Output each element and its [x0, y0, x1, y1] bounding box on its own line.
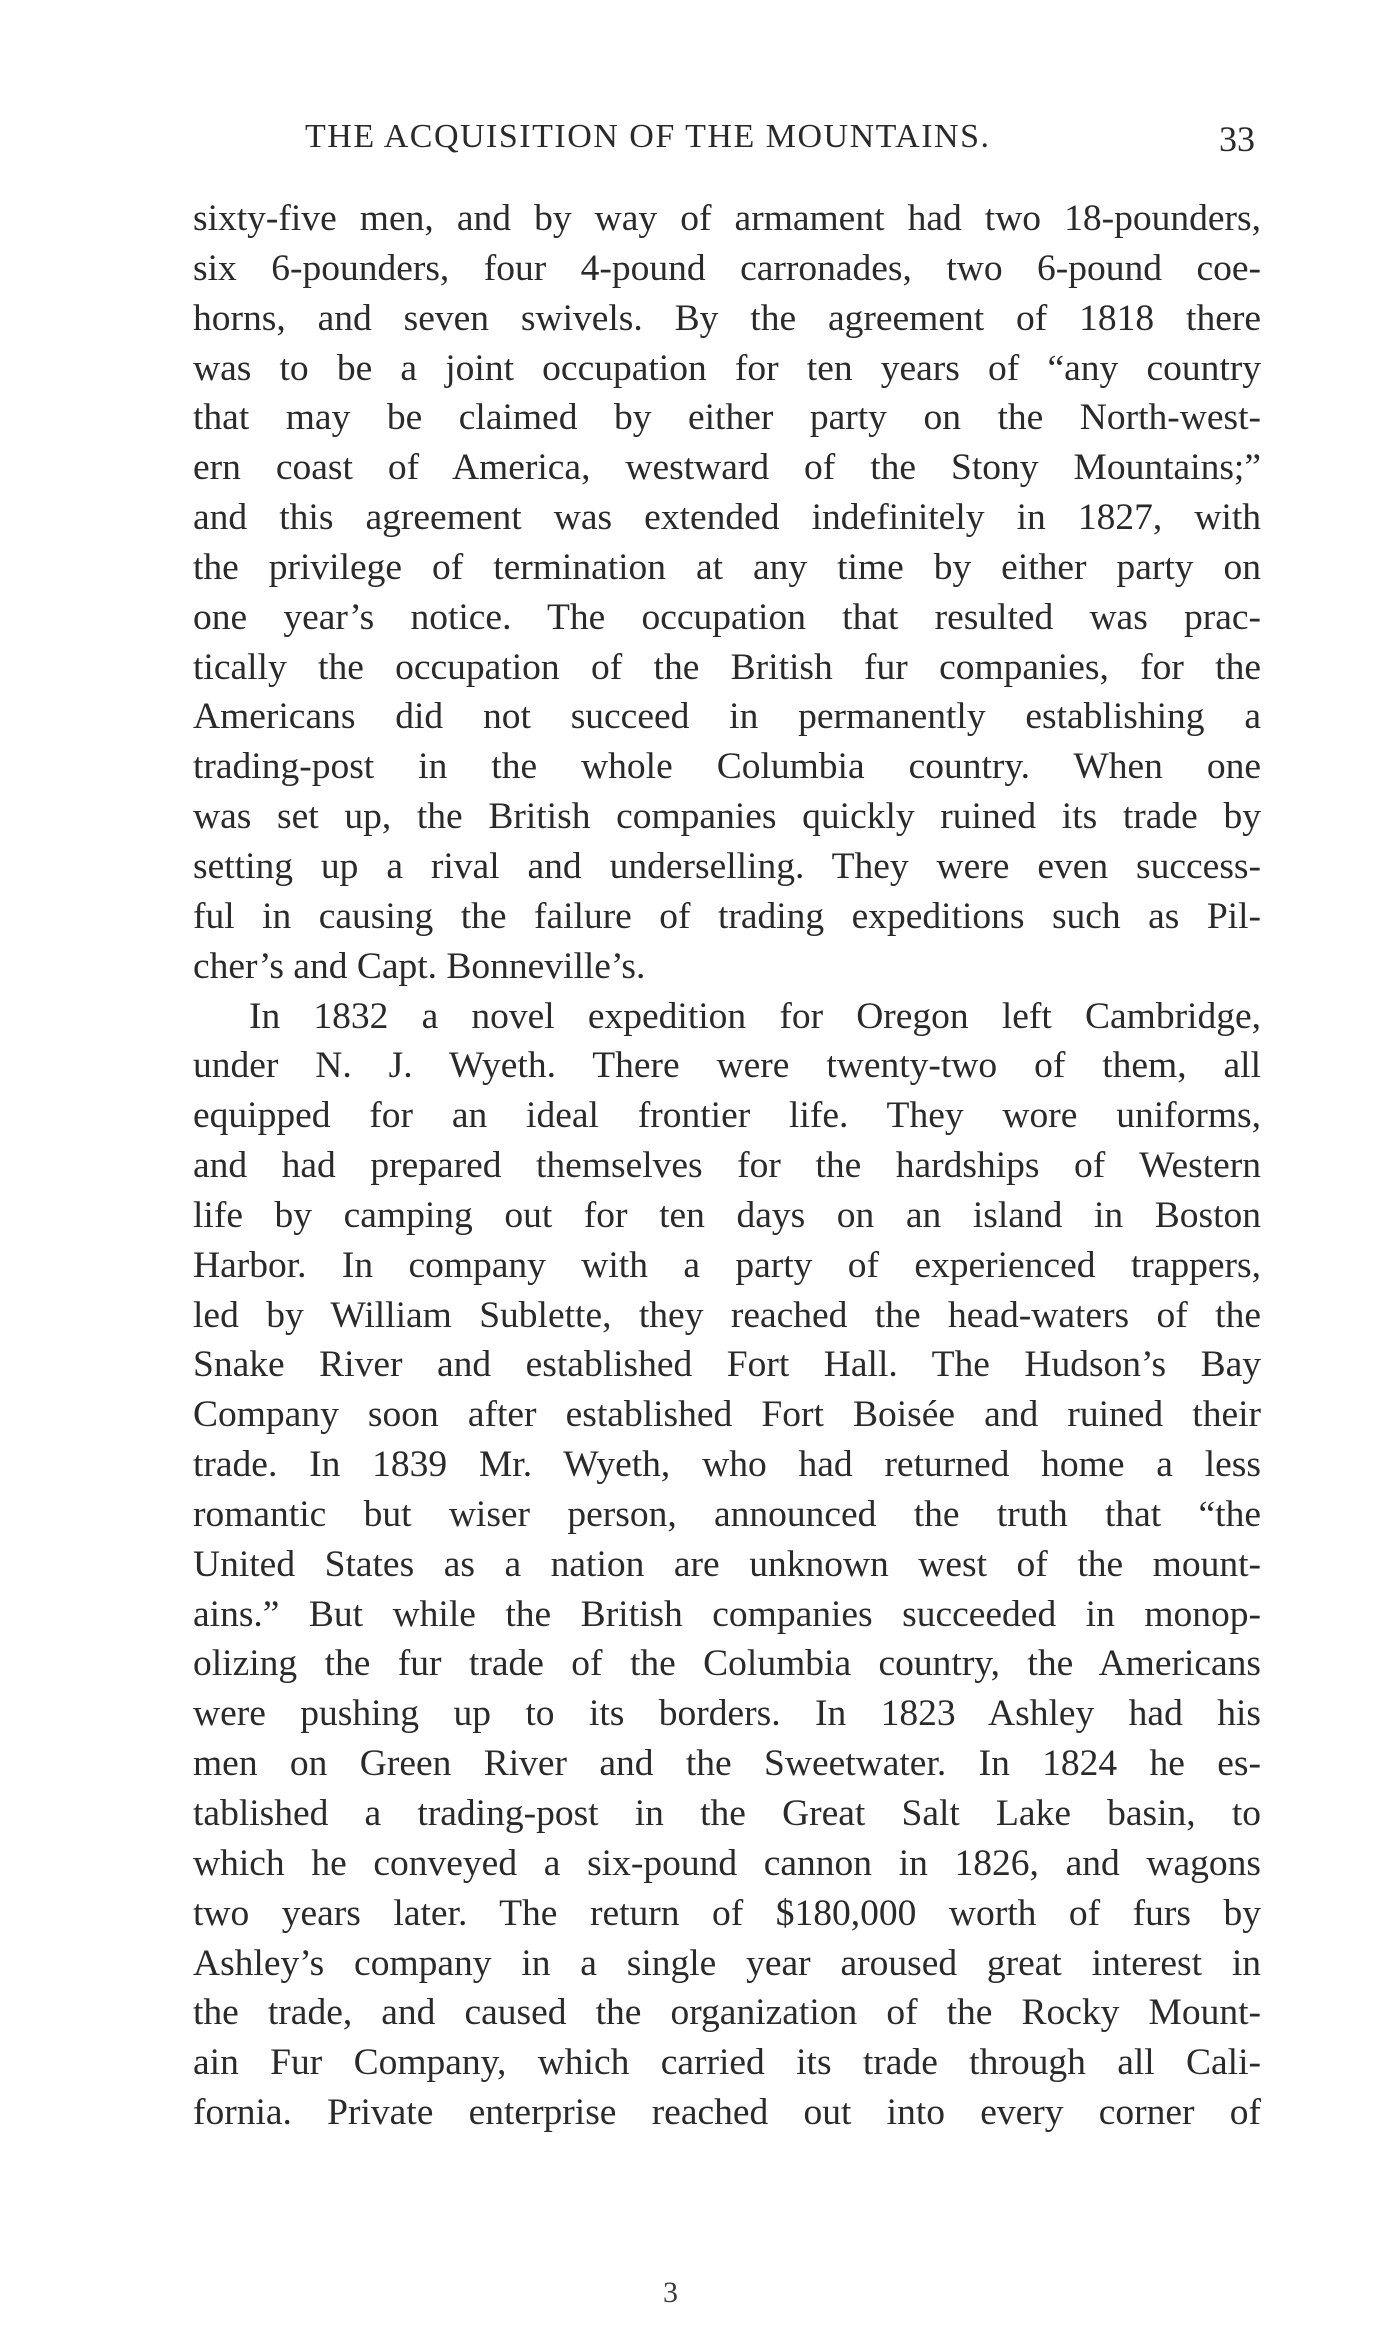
text-line: that may be claimed by either party on the North-west-	[193, 397, 1261, 439]
body-text	[193, 194, 1261, 2138]
text-line: ains.” But while the British companies succeeded in monop-	[193, 1593, 1261, 1635]
running-title: THE ACQUISITION OF THE MOUNTAINS.	[305, 118, 991, 155]
text-line: fornia. Private enterprise reached out into every corner of	[193, 2092, 1261, 2134]
text-line: ern coast of America, westward of the Stony Mountains;”	[193, 447, 1261, 489]
text-line: olizing the fur trade of the Columbia country, the Americans	[193, 1643, 1261, 1685]
text-line: was set up, the British companies quickly ruined its trade by	[193, 796, 1261, 838]
text-line: which he conveyed a six-pound cannon in 1826, and wagons	[193, 1842, 1261, 1884]
text-line: six 6-pounders, four 4-pound carronades, two 6-pound coe-	[193, 247, 1261, 289]
signature-mark: 3	[663, 2276, 678, 2309]
paragraph-end-line: cher’s and Capt. Bonneville’s.	[193, 945, 646, 987]
text-line: two years later. The return of $180,000 worth of furs by	[193, 1892, 1261, 1934]
text-line: men on Green River and the Sweetwater. In 1824 he es-	[193, 1743, 1261, 1785]
text-line: the trade, and caused the organization of the Rocky Mount-	[193, 1992, 1261, 2034]
text-line: Harbor. In company with a party of experienced trappers,	[193, 1244, 1261, 1286]
text-line: tablished a trading-post in the Great Salt Lake basin, to	[193, 1793, 1261, 1834]
text-line: Snake River and established Fort Hall. The Hudson’s Bay	[193, 1344, 1261, 1386]
text-line: ain Fur Company, which carried its trade through all Cali-	[193, 2042, 1261, 2084]
text-line: equipped for an ideal frontier life. They wore uniforms,	[193, 1095, 1261, 1137]
text-line: Ashley’s company in a single year aroused great interest in	[193, 1942, 1261, 1984]
text-line: under N. J. Wyeth. There were twenty-two of them, all	[193, 1045, 1261, 1087]
text-line: Company soon after established Fort Boisée and ruined their	[193, 1394, 1261, 1436]
text-line: United States as a nation are unknown west of the mount-	[193, 1543, 1261, 1585]
text-line: and this agreement was extended indefinitely in 1827, with	[193, 497, 1261, 539]
text-line: was to be a joint occupation for ten years of “any country	[193, 347, 1261, 389]
text-line: were pushing up to its borders. In 1823 Ashley had his	[193, 1693, 1261, 1735]
page-number: 33	[1219, 119, 1255, 159]
text-line: horns, and seven swivels. By the agreement of 1818 there	[193, 297, 1261, 339]
text-line: setting up a rival and underselling. They were even success-	[193, 845, 1261, 887]
text-line: one year’s notice. The occupation that resulted was prac-	[193, 596, 1261, 638]
text-line: romantic but wiser person, announced the truth that “the	[193, 1493, 1261, 1535]
running-head	[195, 118, 1255, 178]
text-line: trading-post in the whole Columbia country. When one	[193, 746, 1261, 788]
text-line: Americans did not succeed in permanently establishing a	[193, 696, 1261, 738]
paragraph-start-line: In 1832 a novel expedition for Oregon left Cambridge,	[249, 995, 1261, 1037]
text-line: the privilege of termination at any time by either party on	[193, 546, 1261, 588]
text-line: life by camping out for ten days on an island in Boston	[193, 1194, 1261, 1236]
text-line: tically the occupation of the British fur companies, for the	[193, 646, 1261, 688]
text-line: led by William Sublette, they reached the head-waters of the	[193, 1294, 1261, 1336]
text-line: sixty-five men, and by way of armament had two 18-pounders,	[193, 198, 1261, 239]
text-line: and had prepared themselves for the hardships of Western	[193, 1145, 1261, 1187]
text-line: trade. In 1839 Mr. Wyeth, who had returned home a less	[193, 1444, 1261, 1486]
text-line: ful in causing the failure of trading expeditions such as Pil-	[193, 895, 1261, 937]
